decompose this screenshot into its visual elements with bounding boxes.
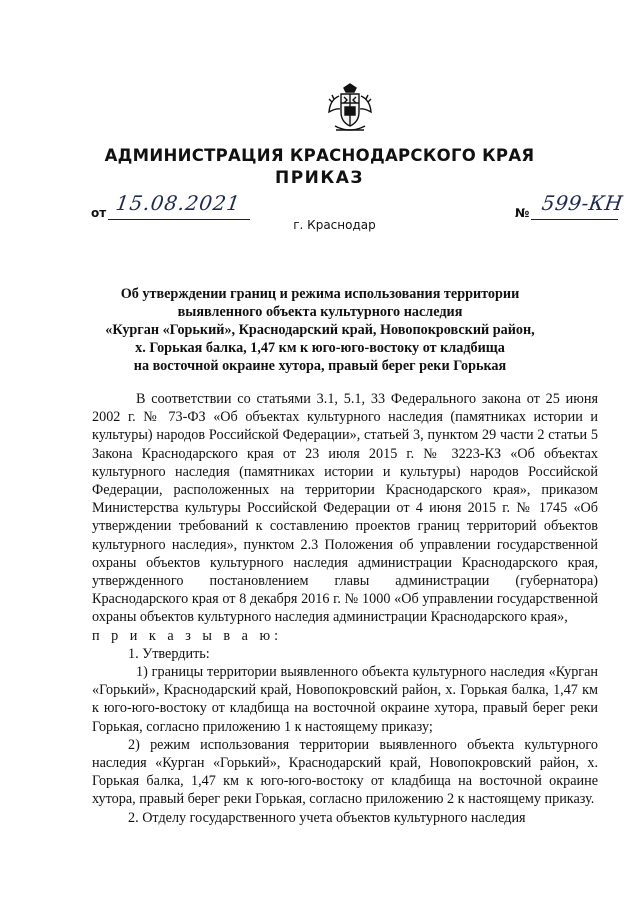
item-1-2: 2) режим использования территории выявленного объекта культурного наследия «Курган «Горький», Краснодарский край, Новопокровский район, х. Горькая балка, 1,47 км к юго-юго-востоку от кладбища на восточной окраине хутора, правый берег реки Горькая, согласно приложению 2 к настоящему приказу. (92, 736, 598, 808)
title-line: выявленного объекта культурного наследия (177, 304, 463, 320)
order-word: п р и к а з ы в а ю: (92, 627, 283, 644)
item-1: 1. Утвердить: (128, 645, 210, 662)
handwritten-date: 15.08.2021 (114, 191, 243, 215)
number-label: № (515, 206, 530, 220)
handwritten-number: 599-КН (540, 191, 625, 215)
preamble-paragraph: В соответствии со статьями 3.1, 5.1, 33 Федерального закона от 25 июня 2002 г. № 73-ФЗ «Об объектах культурного наследия (памятниках истории и культуры) народов Российской Федерации», статьей 3, пунктом 29 части 2 статьи 5 Закона Краснодарского края от 23 июля 2015 г. № 3223-КЗ «Об объектах культурного наследия (памятниках истории и культуры) народов Российской Федерации, расположенных на территории Краснодарского края», приказом Министерства культуры Российской Федерации от 4 июня 2015 г. № 1745 «Об утверждении требований к составлению проектов границ территорий объектов культурного наследия», пунктом 2.3 Положения об управлении государственной охраны объектов культурного наследия администрации Краснодарского края, утвержденного постановлением главы администрации (губернатора) Краснодарского края от 8 декабря 2016 г. № 1000 «Об управлении государственной охраны объектов культурного наследия администрации Краснодарского края», (92, 391, 598, 626)
document-type: ПРИКАЗ (274, 168, 365, 188)
title-line: х. Горькая балка, 1,47 км к юго-юго-востоку от кладбища (135, 340, 505, 356)
coat-of-arms-emblem (326, 82, 374, 136)
title-line: Об утверждении границ и режима использования территории (120, 286, 520, 302)
item-1-1: 1) границы территории выявленного объекта культурного наследия «Курган «Горький», Краснодарский край, Новопокровский район, х. Горькая балка, 1,47 км к юго-юго-востоку от кладбища на восточной окраине хутора, правый берег реки Горькая, согласно приложению 1 к настоящему приказу; (92, 664, 598, 735)
organization-name: АДМИНИСТРАЦИЯ КРАСНОДАРСКОГО КРАЯ (104, 146, 535, 165)
number-underline (531, 219, 618, 220)
title-line: «Курган «Горький», Краснодарский край, Новопокровский район, (105, 322, 535, 338)
order-body (92, 390, 598, 827)
title-line: на восточной окраине хутора, правый берег реки Горькая (133, 358, 507, 374)
item-2: 2. Отделу государственного учета объектов культурного наследия (128, 809, 526, 826)
city: г. Краснодар (293, 218, 376, 232)
date-label: от (91, 206, 107, 220)
order-title (60, 285, 580, 375)
